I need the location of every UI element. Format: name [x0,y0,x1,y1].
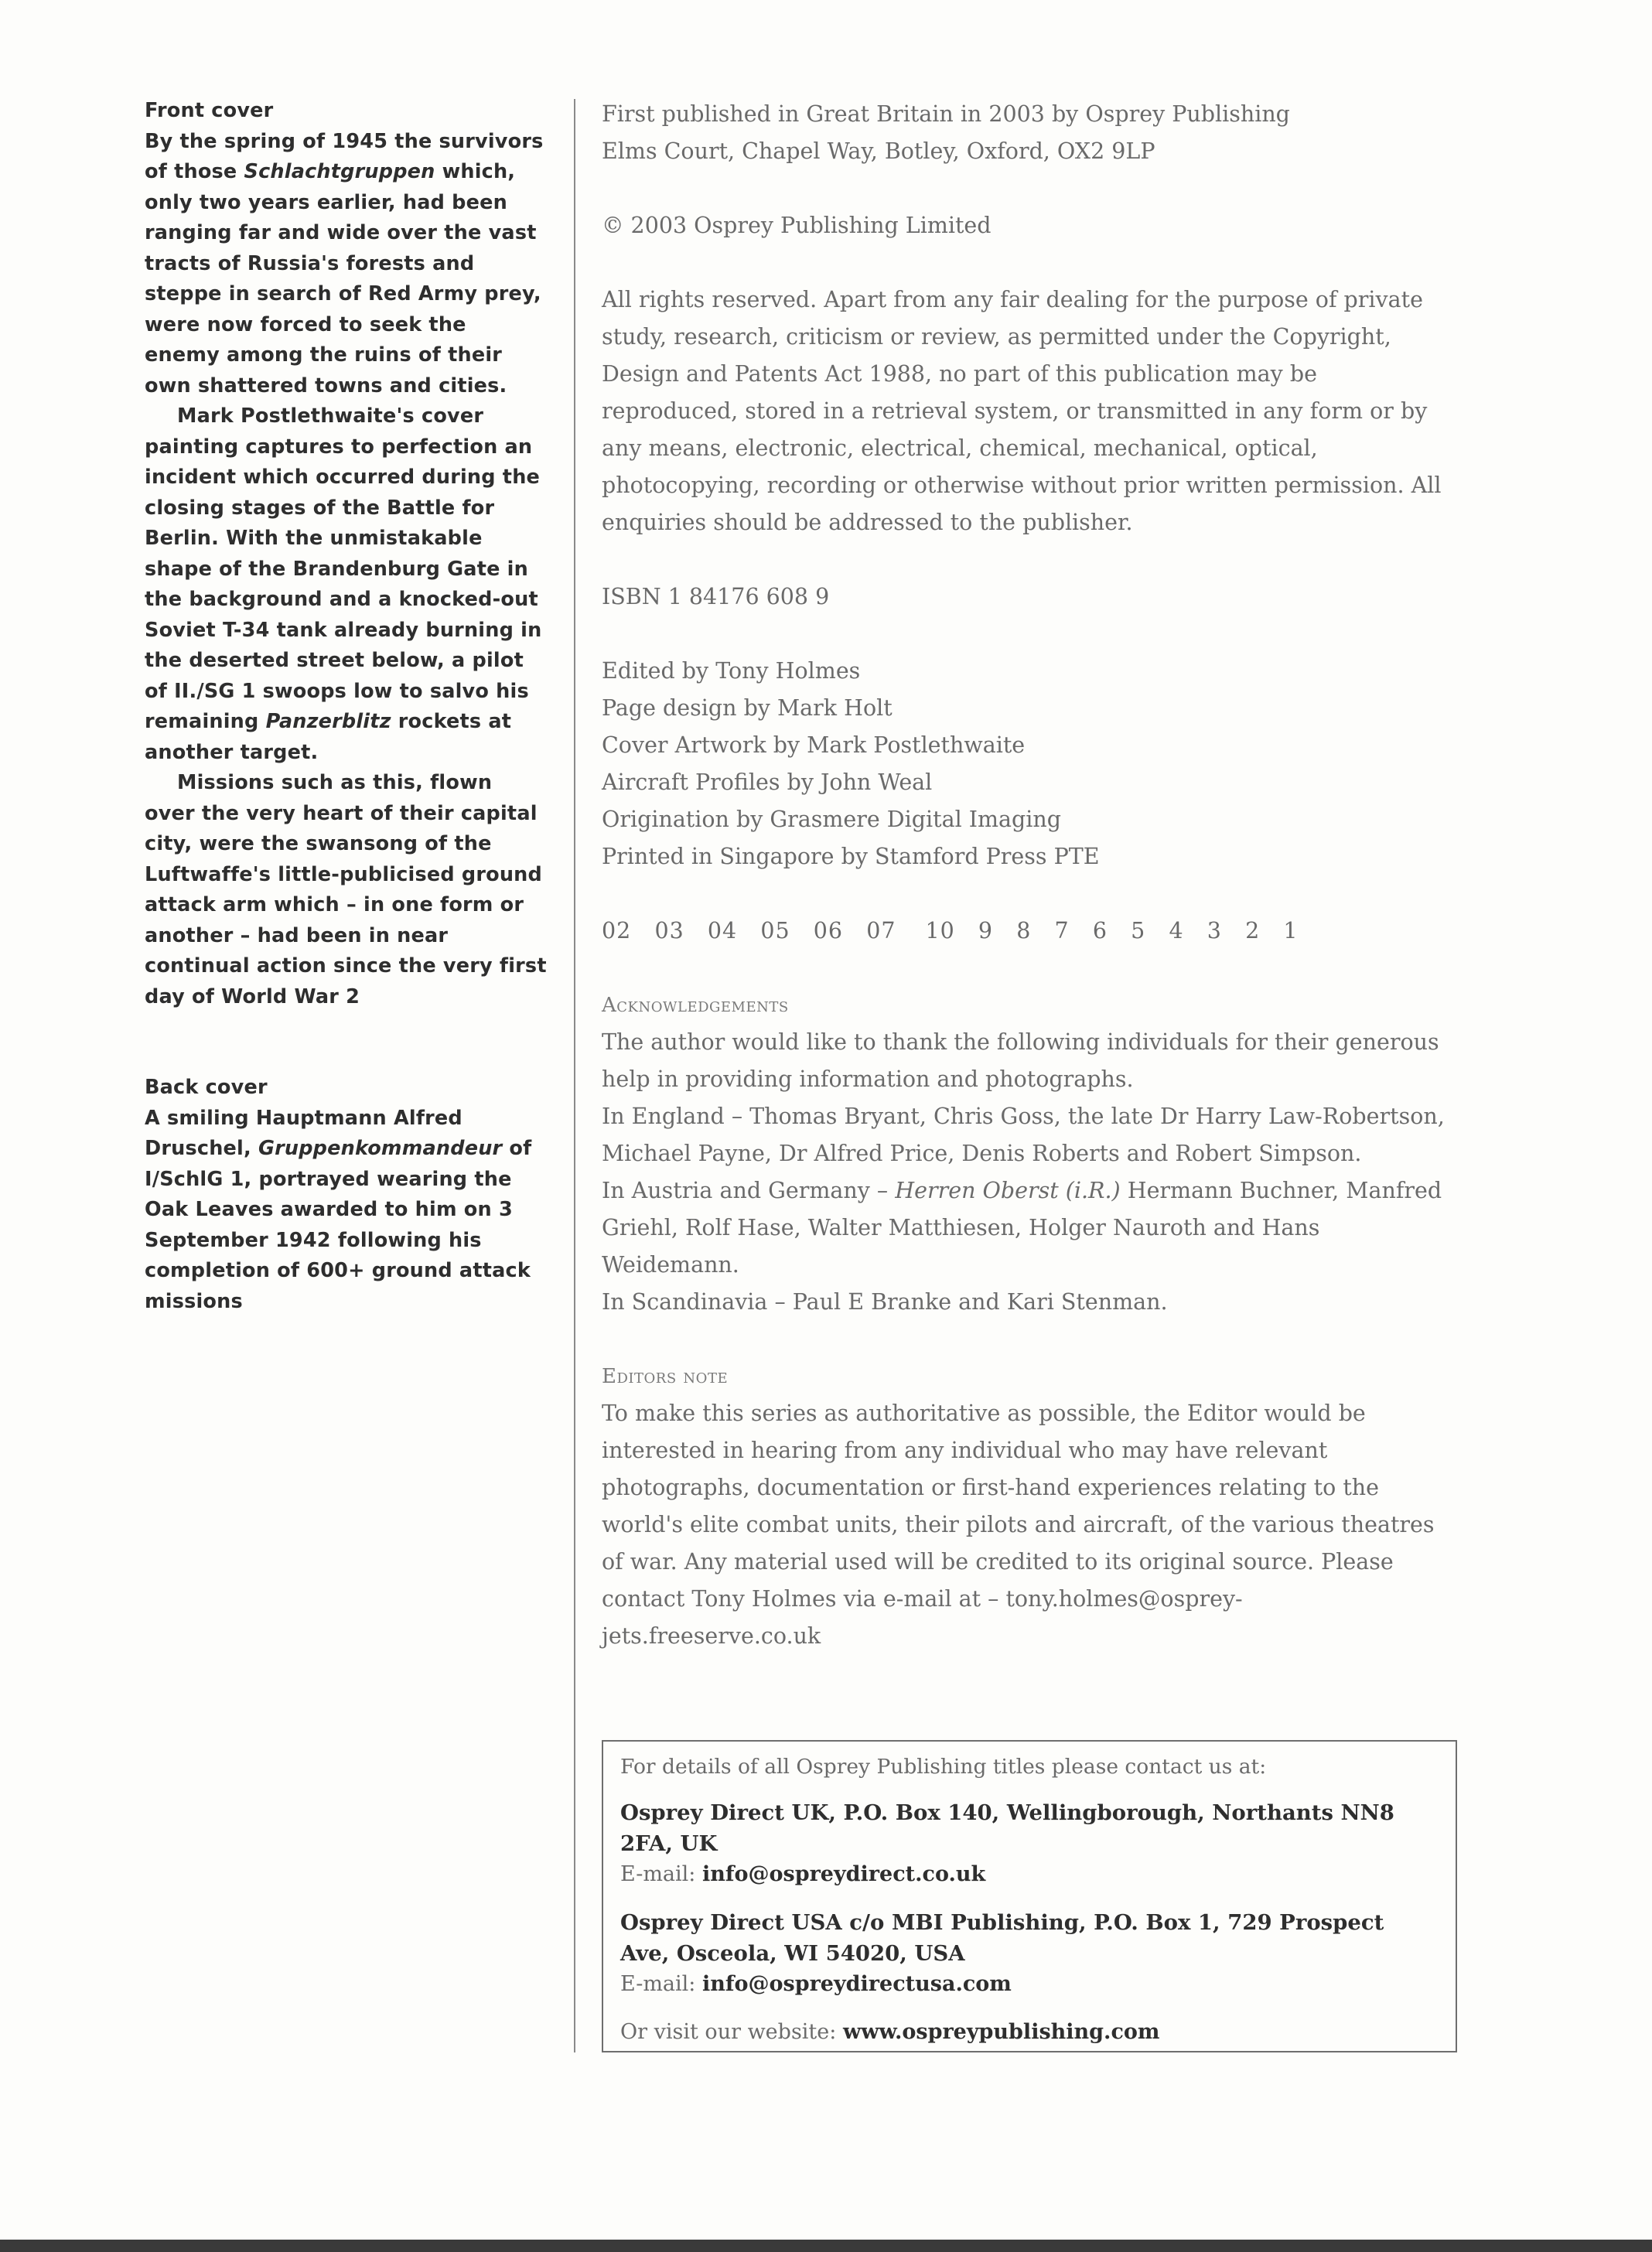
credit-origination: Origination by Grasmere Digital Imaging [602,807,1061,832]
front-cover-heading: Front cover [145,99,274,122]
copyright-line: © 2003 Osprey Publishing Limited [602,213,992,238]
credit-cover-artwork: Cover Artwork by Mark Postlethwaite [602,732,1026,758]
scan-edge-bar [0,2240,1652,2252]
publisher-line-1: First published in Great Britain in 2003 by Osprey Publishing [602,101,1290,127]
acknowledgements-scandinavia: In Scandinavia – Paul E Branke and Kari Stenman. [602,1289,1168,1315]
acknowledgements-england: In England – Thomas Bryant, Chris Goss, the late Dr Harry Law-Robertson, Michael Payne, Dr Alfred Price, Denis Roberts and Robert Simpson. [602,1104,1445,1166]
contact-box [602,1740,1457,2052]
credit-page-design: Page design by Mark Holt [602,695,893,721]
print-line [602,913,1460,950]
credit-printer: Printed in Singapore by Stamford Press PTE [602,844,1100,869]
usa-address: Osprey Direct USA c/o MBI Publishing, P.O. Box 1, 729 Prospect Ave, Osceola, WI 54020, USA [620,1910,1384,1966]
back-cover-heading: Back cover [145,1076,268,1099]
back-cover-paragraph: A smiling Hauptmann Alfred Druschel, Gruppenkommandeur of I/SchlG 1, portrayed wearing the Oak Leaves awarded to him on 3 September 1942 following his completion of 600+ ground attack missions [145,1106,532,1313]
usa-email: info@ospreydirectusa.com [701,1972,1012,1996]
credit-aircraft-profiles: Aircraft Profiles by John Weal [602,769,933,795]
credit-editor: Edited by Tony Holmes [602,658,861,684]
print-years: 02 03 04 05 06 07 [602,918,896,943]
website: www.ospreypublishing.com [842,2020,1160,2044]
editors-note-heading: Editors note [602,1365,729,1388]
editors-note-body: To make this series as authoritative as possible, the Editor would be interested in hearing from any individual who may have relevant photographs, documentation or first-hand experiences relating to the world's elite combat units, their pilots and aircraft, of the various theatres of war. Any material used will be credited to its original source. Please contact Tony Holmes via e-mail at – tony.holmes@osprey-jets.freeserve.co.uk [602,1401,1435,1649]
uk-email: info@ospreydirect.co.uk [701,1862,986,1886]
publisher-line-2: Elms Court, Chapel Way, Botley, Oxford, OX2 9LP [602,138,1155,164]
isbn: ISBN 1 84176 608 9 [602,584,830,609]
contact-intro: For details of all Osprey Publishing titles please contact us at: [620,1755,1267,1779]
front-cover-paragraph-3: Missions such as this, flown over the very heart of their capital city, were the swansong of the Luftwaffe's little-publicised ground attack arm which – in one form or another – had been in near continual action since the very first day of World War 2 [145,771,547,1008]
acknowledgements-intro: The author would like to thank the following individuals for their generous help in providing information and photographs. [602,1029,1439,1092]
website-line: Or visit our website: www.ospreypublishing.com [620,2020,1160,2044]
usa-email-line: E-mail: info@ospreydirectusa.com [620,1972,1012,1996]
front-cover-paragraph-1: By the spring of 1945 the survivors of those Schlachtgruppen which, only two years earlier, had been ranging far and wide over the vast tracts of Russia's forests and steppe in search of Red Army prey, were now forced to seek the enemy among the ruins of their own shattered towns and cities. [145,129,544,398]
front-cover-paragraph-2: Mark Postlethwaite's cover painting captures to perfection an incident which occurred during the closing stages of the Battle for Berlin. With the unmistakable shape of the Brandenburg Gate in the background and a knocked-out Soviet T-34 tank already burning in the deserted street below, a pilot of II./SG 1 swoops low to salvo his remaining Panzerblitz rockets at another target. [145,404,542,764]
cover-captions [145,96,547,1317]
uk-email-line: E-mail: info@ospreydirect.co.uk [620,1862,986,1886]
acknowledgements-heading: Acknowledgements [602,994,789,1017]
column-divider [574,99,575,2052]
acknowledgements-austria-germany: In Austria and Germany – Herren Oberst (i.R.) Hermann Buchner, Manfred Griehl, Rolf Hase, Walter Matthiesen, Holger Nauroth and Hans Weidemann. [602,1178,1442,1278]
imprint-column [602,96,1460,1655]
uk-address: Osprey Direct UK, P.O. Box 140, Wellingborough, Northants NN8 2FA, UK [620,1800,1394,1856]
rights-statement: All rights reserved. Apart from any fair dealing for the purpose of private study, research, criticism or review, as permitted under the Copyright, Design and Patents Act 1988, no part of this publication may be reproduced, stored in a retrieval system, or transmitted in any form or by any means, electronic, electrical, chemical, mechanical, optical, photocopying, recording or otherwise without prior written permission. All enquiries should be addressed to the publisher. [602,287,1442,535]
print-sequence: 10 9 8 7 6 5 4 3 2 1 [925,918,1299,943]
